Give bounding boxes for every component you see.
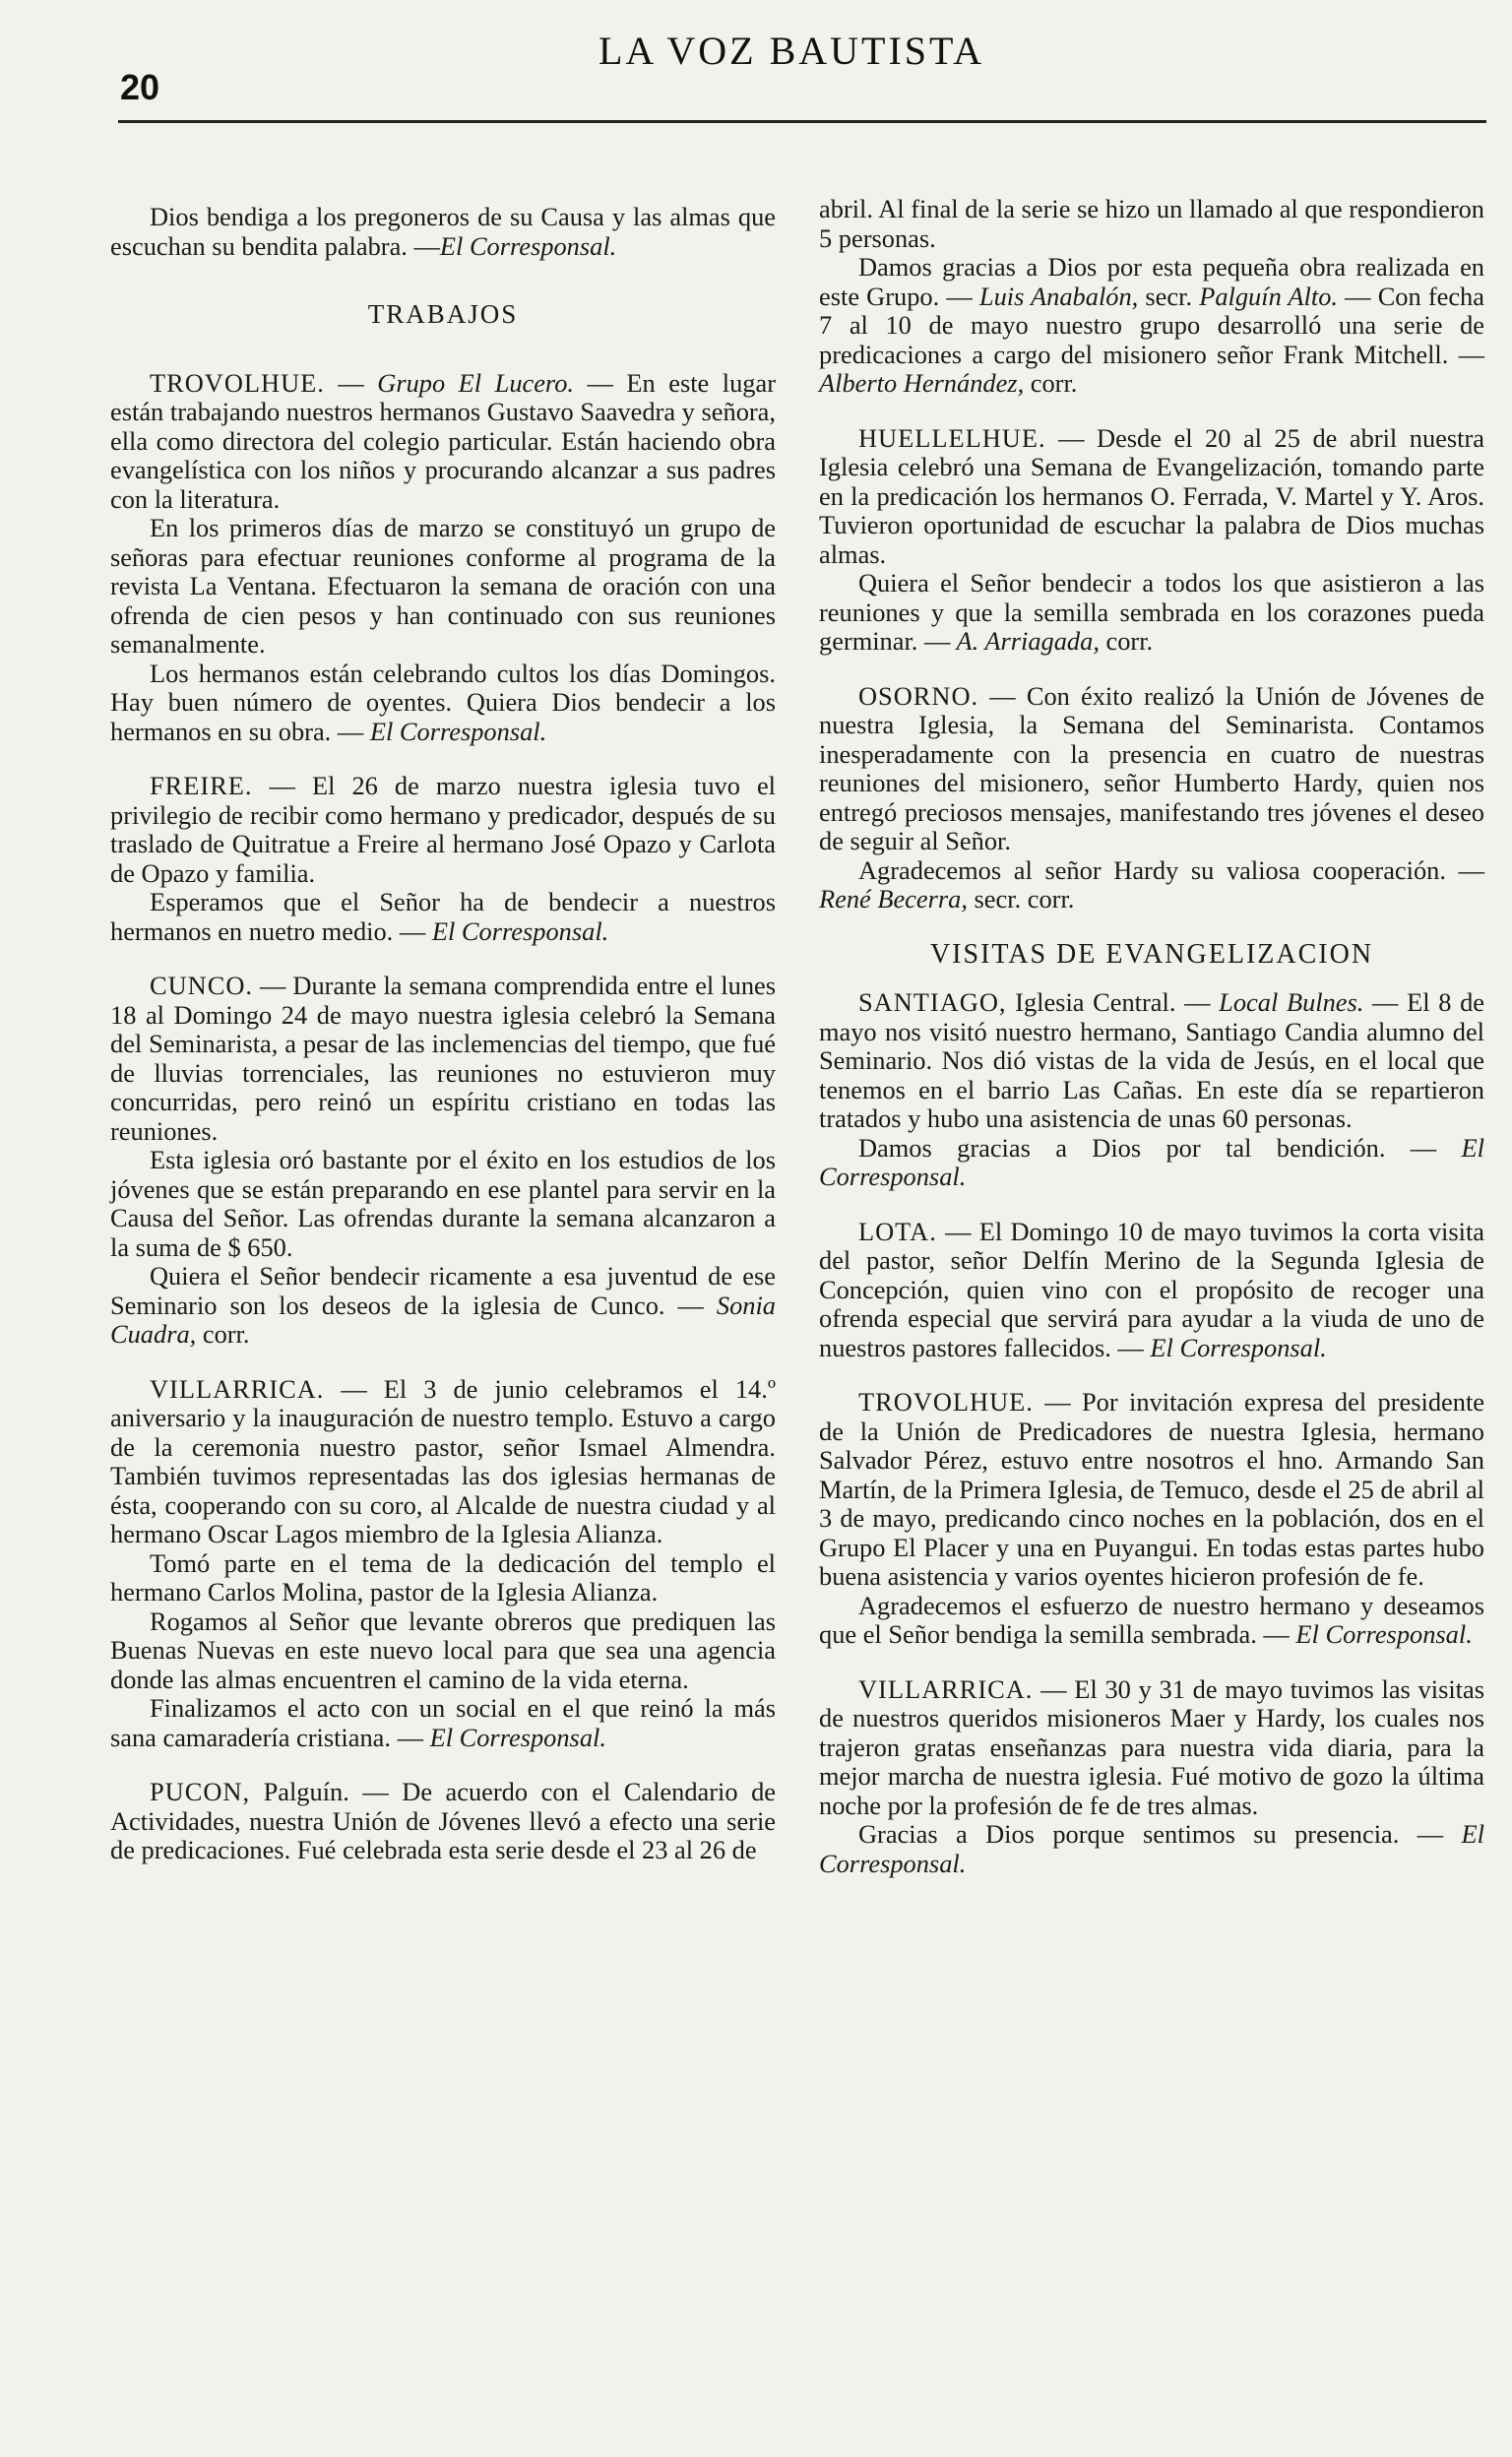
entry-villarrica-visitas — [819, 1675, 1484, 1879]
entry-paragraph: Esta iglesia oró bastante por el éxito en los estudios de los jóvenes que se están preparando en ese plantel para servir en la Causa del Señor. Las ofrendas durante la semana alcanzaron a la suma de $ 650. — [110, 1145, 776, 1262]
subplace-name: Local Bulnes. — [1210, 987, 1364, 1017]
entry-villarrica — [110, 1375, 776, 1753]
place-name: LOTA. — [858, 1216, 937, 1246]
entry-trovolhue-visitas — [819, 1388, 1484, 1650]
entry-pucon — [110, 1778, 776, 1865]
entry-paragraph: abril. Al final de la serie se hizo un llamado al que respondieron 5 personas. — [819, 194, 1484, 253]
entry-paragraph: Gracias a Dios porque sentimos su presencia. — El Corresponsal. — [819, 1819, 1484, 1878]
page-header — [94, 22, 1473, 120]
entry-paragraph: TROVOLHUE. — Por invitación expresa del presidente de la Unión de Predicadores de nuestra Iglesia, hermano Salvador Pérez, estuvo entre nosotros el hno. Armando San Martín, de la Primera Iglesia, de Temuco, desde el 25 de abril al 3 de mayo, predicando cinco noches en la población, dos en el Grupo El Placer y una en Puyangui. En todas estas partes hubo buena asistencia y varios oyentes hicieron profesión de fe. — [819, 1387, 1484, 1591]
intro-paragraph: Dios bendiga a los pregoneros de su Causa y las almas que escuchan su bendita palabra. —El Corresponsal. — [110, 202, 776, 261]
place-name: FREIRE. — [150, 771, 253, 800]
signature: Alberto Hernández, — [819, 368, 1025, 398]
entry-santiago — [819, 988, 1484, 1192]
section-heading-trabajos: TRABAJOS — [367, 299, 519, 329]
entry-paragraph: Quiera el Señor bendecir a todos los que asistieron a las reuniones y que la semilla sembrada en los corazones pueda germinar. — A. Arriagada, corr. — [819, 568, 1484, 656]
signature: El Corresponsal. — [425, 915, 609, 946]
signature: El Corresponsal. — [363, 716, 547, 746]
entry-paragraph: Damos gracias a Dios por esta pequeña obra realizada en este Grupo. — Luis Anabalón, secr. Palguín Alto. — Con fecha 7 al 10 de mayo nuestro grupo desarrolló una serie de predicaciones a cargo del misionero señor Frank Mitchell. — Alberto Hernández, corr. — [819, 252, 1484, 398]
place-name: VILLARRICA. — [150, 1373, 325, 1404]
place-name: CUNCO. — [150, 971, 253, 1000]
signature: A. Arriagada, — [950, 626, 1100, 656]
entry-paragraph: SANTIAGO, Iglesia Central. — Local Bulnes. — El 8 de mayo nos visitó nuestro hermano, Santiago Candia alumno del Seminario. Nos dió vistas de la vida de Jesús, en el local que tenemos en el barrio Las Cañas. En este día se repartieron tratados y hubo una asistencia de unas 60 personas. — [819, 987, 1484, 1133]
signature: Luis Anabalón, — [972, 281, 1139, 311]
place-name: HUELLELHUE. — [858, 422, 1046, 453]
entry-paragraph: CUNCO. — Durante la semana comprendida entre el lunes 18 al Domingo 24 de mayo nuestra iglesia celebró la Semana del Seminarista, a pesar de las inclemencias del tiempo, que fué de lluvias torrenciales, las reuniones no estuvieron muy concurridas, pero reinó un espíritu cristiano en todas las reuniones. — [110, 971, 776, 1146]
entry-lota — [819, 1218, 1484, 1363]
place-name: SANTIAGO, — [858, 987, 1007, 1017]
subplace-name: Palguín Alto. — [1192, 281, 1339, 311]
place-name: VILLARRICA. — [858, 1673, 1034, 1704]
entry-paragraph: Rogamos al Señor que levante obreros que prediquen las Buenas Nuevas en este nuevo local para que sea una agencia donde las almas encuentren el camino de la vida eterna. — [110, 1606, 776, 1694]
signature: El Corresponsal. — [819, 1132, 1484, 1191]
entry-paragraph: Agradecemos el esfuerzo de nuestro hermano y deseamos que el Señor bendiga la semilla sembrada. — El Corresponsal. — [819, 1590, 1484, 1649]
entry-paragraph: OSORNO. — Con éxito realizó la Unión de Jóvenes de nuestra Iglesia, la Semana del Seminarista. Contamos inesperadamente con la presencia en cuatro de nuestras reuniones del misionero, señor Humberto Hardy, quien nos entregó preciosos mensajes, manifestando tres jóvenes el deseo de seguir al Señor. — [819, 680, 1484, 855]
entry-paragraph: TROVOLHUE. — Grupo El Lucero. — En este lugar están trabajando nuestros hermanos Gustavo Saavedra y señora, ella como directora del colegio particular. Están haciendo obra evangelística con los niños y procurando alcanzar a sus padres con la literatura. — [110, 367, 776, 514]
entry-paragraph: HUELLELHUE. — Desde el 20 al 25 de abril nuestra Iglesia celebró una Semana de Evangelización, tomando parte en la predicación los hermanos O. Ferrada, V. Martel y Y. Aros. Tuvieron oportunidad de escuchar la palabra de Dios muchas almas. — [819, 422, 1484, 569]
signature: René Becerra, — [819, 884, 968, 914]
signature: El Corresponsal. — [439, 230, 617, 261]
entry-paragraph: En los primeros días de marzo se constituyó un grupo de señoras para efectuar reuniones conforme al programa de la revista La Ventana. Efectuaron la semana de oración con una ofrenda de cien pesos y han continuado con sus reuniones semanalmente. — [110, 513, 776, 659]
place-name: OSORNO. — [858, 680, 979, 711]
signature: Sonia Cuadra, — [110, 1290, 776, 1349]
entry-paragraph: Los hermanos están celebrando cultos los días Domingos. Hay buen número de oyentes. Quiera Dios bendecir a los hermanos en su obra. — El Corresponsal. — [110, 658, 776, 746]
entry-paragraph: FREIRE. — El 26 de marzo nuestra iglesia tuvo el privilegio de recibir como hermano y predicador, después de su traslado de Quitratue a Freire al hermano José Opazo y Carlota de Opazo y familia. — [110, 771, 776, 888]
signature: El Corresponsal. — [422, 1722, 606, 1752]
entry-paragraph: Finalizamos el acto con un social en el que reinó la más sana camaradería cristiana. — El Corresponsal. — [110, 1693, 776, 1752]
entry-paragraph: VILLARRICA. — El 30 y 31 de mayo tuvimos las visitas de nuestros queridos misioneros Maer y Hardy, los cuales nos trajeron gratas enseñanzas para nuestra vida diaria, para la mejor marcha de nuestra iglesia. Fué motivo de gozo la última noche por la profesión de fe de tres almas. — [819, 1673, 1484, 1820]
entry-osorno — [819, 682, 1484, 914]
entry-trovolhue — [110, 369, 776, 747]
entry-cunco — [110, 972, 776, 1350]
entry-paragraph: Esperamos que el Señor ha de bendecir a nuestros hermanos en nuetro medio. — El Corresponsal. — [110, 887, 776, 946]
entry-paragraph: Tomó parte en el tema de la dedicación del templo el hermano Carlos Molina, pastor de la Iglesia Alianza. — [110, 1547, 776, 1606]
signature: El Corresponsal. — [1143, 1332, 1327, 1362]
place-name: TROVOLHUE. — [858, 1387, 1034, 1417]
entry-freire — [110, 772, 776, 946]
intro-entry — [110, 203, 776, 261]
entry-paragraph: VILLARRICA. — El 3 de junio celebramos el 14.º aniversario y la inauguración de nuestro templo. Estuvo a cargo de la ceremonia nuestro pastor, señor Ismael Almendra. También tuvimos representadas las dos iglesias hermanas de ésta, cooperando con su coro, al Alcalde de nuestra ciudad y al hermano Oscar Lagos miembro de la Iglesia Alianza. — [110, 1373, 776, 1548]
right-column — [819, 195, 1484, 1878]
entry-paragraph: Agradecemos al señor Hardy su valiosa cooperación. — René Becerra, secr. corr. — [819, 854, 1484, 914]
entry-paragraph: PUCON, Palguín. — De acuerdo con el Calendario de Actividades, nuestra Unión de Jóvenes llevó a efecto una serie de predicaciones. Fué celebrada esta serie desde el 23 al 26 de — [110, 1777, 776, 1864]
entry-paragraph: Quiera el Señor bendecir ricamente a esa juventud de ese Seminario son los deseos de la iglesia de Cunco. — Sonia Cuadra, corr. — [110, 1261, 776, 1349]
entry-huellelhue — [819, 424, 1484, 657]
journal-title: LA VOZ BAUTISTA — [598, 29, 985, 73]
signature: El Corresponsal. — [819, 1819, 1484, 1878]
entry-paragraph: Damos gracias a Dios por tal bendición. — El Corresponsal. — [819, 1132, 1484, 1191]
subplace-name: Grupo El Lucero. — [377, 367, 575, 398]
place-name: PUCON, — [150, 1777, 251, 1806]
place-name: TROVOLHUE. — [150, 367, 325, 398]
left-column — [110, 203, 776, 1865]
entry-pucon-continued — [819, 195, 1484, 399]
section-heading-visitas: VISITAS DE EVANGELIZACION — [929, 938, 1374, 970]
page-number: 20 — [120, 67, 160, 107]
entry-paragraph: LOTA. — El Domingo 10 de mayo tuvimos la corta visita del pastor, señor Delfín Merino de la Segunda Iglesia de Concepción, quien vino con el propósito de recoger una ofrenda especial que servirá para ayudar a la viuda de uno de nuestros pastores fallecidos. — El Corresponsal. — [819, 1216, 1484, 1362]
signature: El Corresponsal. — [1289, 1619, 1473, 1649]
header-rule — [118, 120, 1486, 123]
